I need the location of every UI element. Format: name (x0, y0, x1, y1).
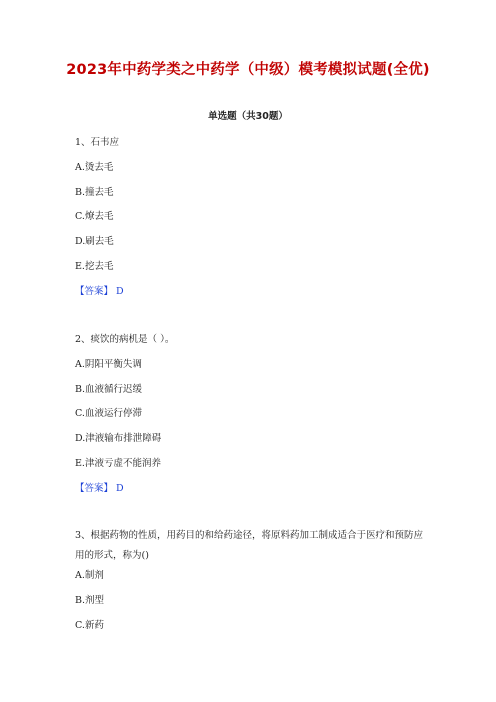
question-1-option-d: D.刷去毛 (75, 236, 114, 247)
question-1-option-e: E.挖去毛 (75, 261, 114, 272)
question-2-stem: 2、痰饮的病机是（ ）。 (75, 334, 175, 345)
question-2-option-d: D.津液输布排泄障碍 (75, 433, 162, 444)
question-3-stem: 3、根据药物的性质，用药目的和给药途径，将原料药加工制成适合于医疗和预防应用的形式，称为() (75, 530, 424, 561)
question-2-option-e: E.津液亏虚不能润养 (75, 458, 161, 469)
question-2-option-a: A.阴阳平衡失调 (75, 359, 142, 370)
question-3-option-c: C.新药 (75, 620, 104, 631)
question-2-answer: 【答案】 D (75, 483, 124, 494)
question-1-option-c: C.燎去毛 (75, 211, 114, 222)
question-3-option-a: A.制剂 (75, 570, 104, 581)
question-1-option-a: A.烫去毛 (75, 162, 114, 173)
section-heading: 单选题（共30题） (208, 111, 288, 122)
question-3-option-b: B.剂型 (75, 595, 105, 606)
question-2-option-c: C.血液运行停滞 (75, 408, 142, 419)
question-1-answer: 【答案】 D (75, 286, 124, 297)
question-2-option-b: B.血液循行迟缓 (75, 384, 143, 395)
question-1-option-b: B.撞去毛 (75, 187, 114, 198)
question-1-stem: 1、石韦应 (75, 137, 120, 148)
document-title: 2023年中药学类之中药学（中级）模考模拟试题(全优) (66, 62, 430, 78)
